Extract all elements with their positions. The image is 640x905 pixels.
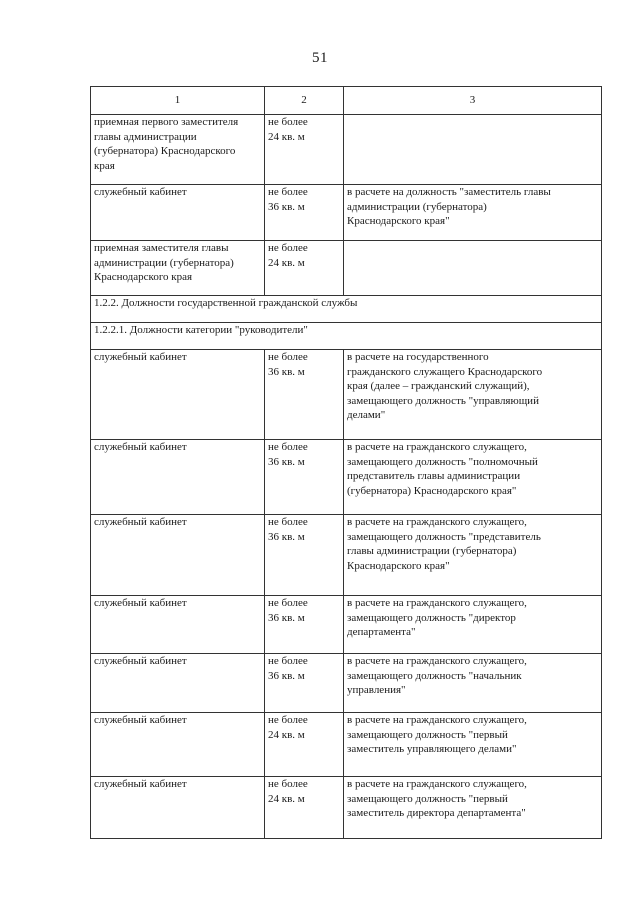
premise-cell (91, 185, 265, 241)
basis-cell (344, 241, 602, 296)
area-norm-cell (265, 777, 344, 839)
premise-cell (91, 515, 265, 596)
area-norm-cell-text: не более 36 кв. м (268, 655, 308, 682)
area-norm-cell-text: не более 36 кв. м (268, 441, 308, 468)
table-row (91, 515, 602, 596)
premise-cell-text: служебный кабинет (94, 186, 187, 198)
basis-cell (344, 713, 602, 777)
premise-cell-text: служебный кабинет (94, 714, 187, 726)
basis-cell (344, 654, 602, 713)
area-norm-cell-text: не более 24 кв. м (268, 714, 308, 741)
table-row (91, 654, 602, 713)
premise-cell (91, 596, 265, 654)
area-norm-cell-text: не более 24 кв. м (268, 116, 308, 143)
table-row (91, 115, 602, 185)
basis-cell-text: в расчете на гражданского служащего, замещающего должность "начальник управления" (347, 655, 527, 696)
basis-cell (344, 777, 602, 839)
section-row (91, 323, 602, 350)
premise-cell (91, 115, 265, 185)
area-norm-cell-text: не более 24 кв. м (268, 778, 308, 805)
basis-cell-text: в расчете на государственного гражданского служащего Краснодарского края (далее – гражданский служащий), замещающего должность "управляющий делами" (347, 351, 543, 421)
basis-cell (344, 596, 602, 654)
premise-cell-text: служебный кабинет (94, 516, 187, 528)
basis-cell (344, 440, 602, 515)
basis-cell (344, 115, 602, 185)
section-row (91, 296, 602, 323)
area-norm-cell (265, 185, 344, 241)
area-norm-cell-text: не более 36 кв. м (268, 351, 308, 378)
basis-cell-text: в расчете на гражданского служащего, замещающего должность "первый заместитель директора департамента" (347, 778, 527, 819)
basis-cell (344, 515, 602, 596)
table-body (91, 115, 602, 839)
premise-cell-text: служебный кабинет (94, 441, 187, 453)
area-norm-cell (265, 440, 344, 515)
premise-cell (91, 440, 265, 515)
basis-cell (344, 185, 602, 241)
area-norm-cell-text: не более 36 кв. м (268, 597, 308, 624)
area-norm-cell (265, 350, 344, 440)
basis-cell-text: в расчете на гражданского служащего, замещающего должность "директор департамента" (347, 597, 527, 638)
table-row (91, 777, 602, 839)
area-norm-cell (265, 596, 344, 654)
basis-cell-text: в расчете на гражданского служащего, замещающего должность "представитель главы администрации (губернатора) Краснодарского края" (347, 516, 541, 572)
page-number: 51 (312, 50, 328, 66)
premise-cell (91, 241, 265, 296)
section-heading: 1.2.2. Должности государственной гражданской службы (91, 296, 602, 323)
column-header-1: 1 (91, 87, 265, 115)
column-header-3: 3 (344, 87, 602, 115)
area-norm-cell (265, 515, 344, 596)
area-norm-cell-text: не более 36 кв. м (268, 186, 308, 213)
basis-cell (344, 350, 602, 440)
table-row (91, 350, 602, 440)
premise-cell (91, 654, 265, 713)
area-norm-cell (265, 241, 344, 296)
basis-cell-text: в расчете на должность "заместитель главы администрации (губернатора) Краснодарского края" (347, 186, 551, 227)
premise-cell (91, 350, 265, 440)
premise-cell-text: служебный кабинет (94, 778, 187, 790)
table-row (91, 241, 602, 296)
area-norm-cell-text: не более 36 кв. м (268, 516, 308, 543)
area-norm-cell (265, 654, 344, 713)
basis-cell-text: в расчете на гражданского служащего, замещающего должность "полномочный представитель главы администрации (губернатора) Краснодарского края" (347, 441, 538, 497)
table-row (91, 440, 602, 515)
table-row (91, 713, 602, 777)
premise-cell-text: служебный кабинет (94, 351, 187, 363)
premise-cell-text: служебный кабинет (94, 655, 187, 667)
premise-cell-text: приемная первого заместителя главы администрации (губернатора) Краснодарского края (94, 116, 239, 172)
premise-cell-text: приемная заместителя главы администрации (губернатора) Краснодарского края (94, 242, 234, 283)
table-header-row (91, 87, 602, 115)
premise-cell (91, 777, 265, 839)
table-row (91, 596, 602, 654)
area-norm-cell (265, 713, 344, 777)
table-row (91, 185, 602, 241)
basis-cell-text: в расчете на гражданского служащего, замещающего должность "первый заместитель управляющего делами" (347, 714, 527, 755)
section-heading: 1.2.2.1. Должности категории "руководители" (91, 323, 602, 350)
column-header-2: 2 (265, 87, 344, 115)
area-norm-cell-text: не более 24 кв. м (268, 242, 308, 269)
premise-cell (91, 713, 265, 777)
area-norm-cell (265, 115, 344, 185)
premise-cell-text: служебный кабинет (94, 597, 187, 609)
norms-table (90, 86, 602, 839)
